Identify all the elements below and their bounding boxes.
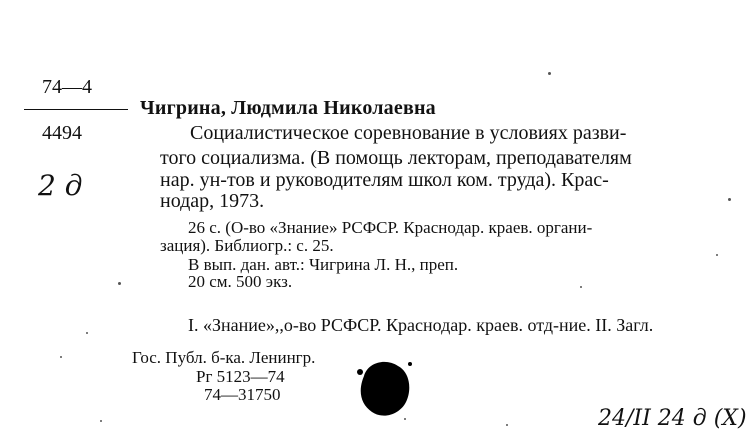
physical-line-3: В вып. дан. авт.: Чигрина Л. Н., преп. bbox=[188, 255, 459, 274]
title-line-1: Социалистическое соревнование в условиях разви- bbox=[190, 122, 627, 144]
physical-line-1: 26 с. (О-во «Знание» РСФСР. Краснодар. краев. органи- bbox=[188, 218, 593, 237]
scan-speck bbox=[100, 420, 102, 422]
scan-speck bbox=[118, 282, 121, 285]
ink-blot-mark bbox=[350, 352, 420, 424]
author-heading: Чигрина, Людмила Николаевна bbox=[140, 97, 436, 119]
tracings-line: I. «Знание»,,о-во РСФСР. Краснодар. краев. отд-ние. II. Загл. bbox=[188, 315, 654, 335]
registration-number: Рг 5123—74 bbox=[196, 367, 285, 386]
scan-speck bbox=[580, 286, 582, 288]
scan-speck bbox=[728, 198, 731, 201]
handwritten-mark-bottom: 24/II 24 д (Х) bbox=[598, 406, 747, 431]
scan-speck bbox=[506, 424, 508, 426]
call-number-bottom: 4494 bbox=[42, 122, 82, 144]
library-name: Гос. Публ. б-ка. Ленингр. bbox=[132, 348, 316, 367]
title-line-4: нодар, 1973. bbox=[160, 190, 265, 212]
card-number: 74—31750 bbox=[204, 385, 281, 404]
call-number-top: 74—4 bbox=[42, 76, 92, 98]
call-number-divider bbox=[24, 109, 128, 110]
handwritten-mark-left: 2 д bbox=[38, 169, 83, 202]
scan-speck bbox=[404, 418, 406, 420]
scan-speck bbox=[86, 332, 88, 334]
physical-line-4: 20 см. 500 экз. bbox=[188, 272, 293, 291]
title-line-3: нар. ун-тов и руководителям школ ком. труда). Крас- bbox=[160, 169, 609, 191]
title-line-2: того социализма. (В помощь лекторам, преподавателям bbox=[160, 147, 632, 169]
scan-speck bbox=[548, 72, 551, 75]
physical-line-2: зация). Библиогр.: с. 25. bbox=[160, 236, 334, 255]
scan-speck bbox=[60, 356, 62, 358]
scan-speck bbox=[716, 254, 718, 256]
